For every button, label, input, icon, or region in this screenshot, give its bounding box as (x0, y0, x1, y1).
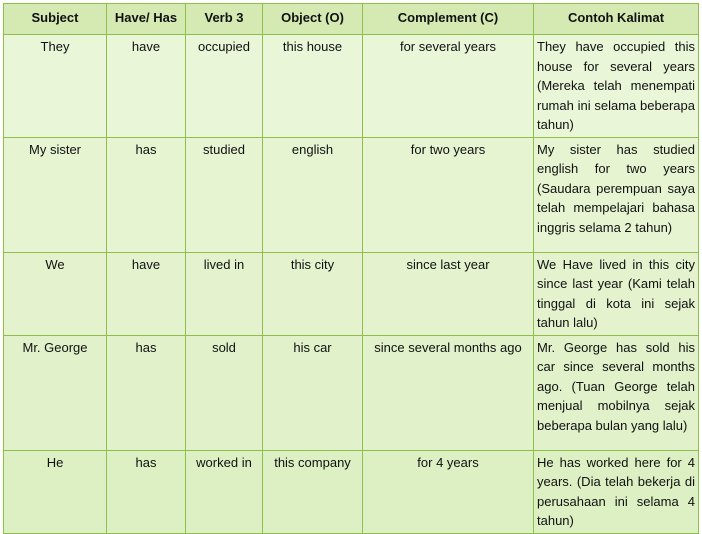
header-object: Object (O) (263, 4, 363, 35)
cell-verb3: sold (186, 335, 263, 450)
cell-verb3: lived in (186, 252, 263, 335)
cell-example: They have occupied this house for several years (Mereka telah menempati rumah ini selama beberapa tahun) (534, 35, 699, 138)
cell-subject: We (4, 252, 107, 335)
cell-object: his car (263, 335, 363, 450)
table-row (4, 335, 699, 450)
cell-verb3: occupied (186, 35, 263, 138)
table-row (4, 137, 699, 252)
cell-subject: My sister (4, 137, 107, 252)
cell-example: Mr. George has sold his car since several months ago. (Tuan George telah menjual mobilnya sejak beberapa bulan yang lalu) (534, 335, 699, 450)
cell-have-has: have (107, 35, 186, 138)
cell-complement: for 4 years (363, 450, 534, 533)
table-row (4, 450, 699, 533)
header-have-has: Have/ Has (107, 4, 186, 35)
table-header-row (4, 4, 699, 35)
cell-have-has: has (107, 335, 186, 450)
cell-example: My sister has studied english for two years (Saudara perempuan saya telah mempelajari bahasa inggris selama 2 tahun) (534, 137, 699, 252)
cell-have-has: has (107, 137, 186, 252)
cell-object: this company (263, 450, 363, 533)
present-perfect-table (3, 3, 699, 534)
cell-object: this house (263, 35, 363, 138)
table-row (4, 35, 699, 138)
header-subject: Subject (4, 4, 107, 35)
cell-example: He has worked here for 4 years. (Dia telah bekerja di perusahaan ini selama 4 tahun) (534, 450, 699, 533)
cell-complement: for several years (363, 35, 534, 138)
cell-have-has: have (107, 252, 186, 335)
cell-verb3: studied (186, 137, 263, 252)
header-complement: Complement (C) (363, 4, 534, 35)
cell-object: this city (263, 252, 363, 335)
cell-have-has: has (107, 450, 186, 533)
header-example: Contoh Kalimat (534, 4, 699, 35)
cell-object: english (263, 137, 363, 252)
cell-complement: for two years (363, 137, 534, 252)
table-row (4, 252, 699, 335)
cell-subject: Mr. George (4, 335, 107, 450)
cell-subject: They (4, 35, 107, 138)
cell-subject: He (4, 450, 107, 533)
cell-example: We Have lived in this city since last year (Kami telah tinggal di kota ini sejak tahun lalu) (534, 252, 699, 335)
header-verb3: Verb 3 (186, 4, 263, 35)
cell-complement: since several months ago (363, 335, 534, 450)
cell-complement: since last year (363, 252, 534, 335)
cell-verb3: worked in (186, 450, 263, 533)
